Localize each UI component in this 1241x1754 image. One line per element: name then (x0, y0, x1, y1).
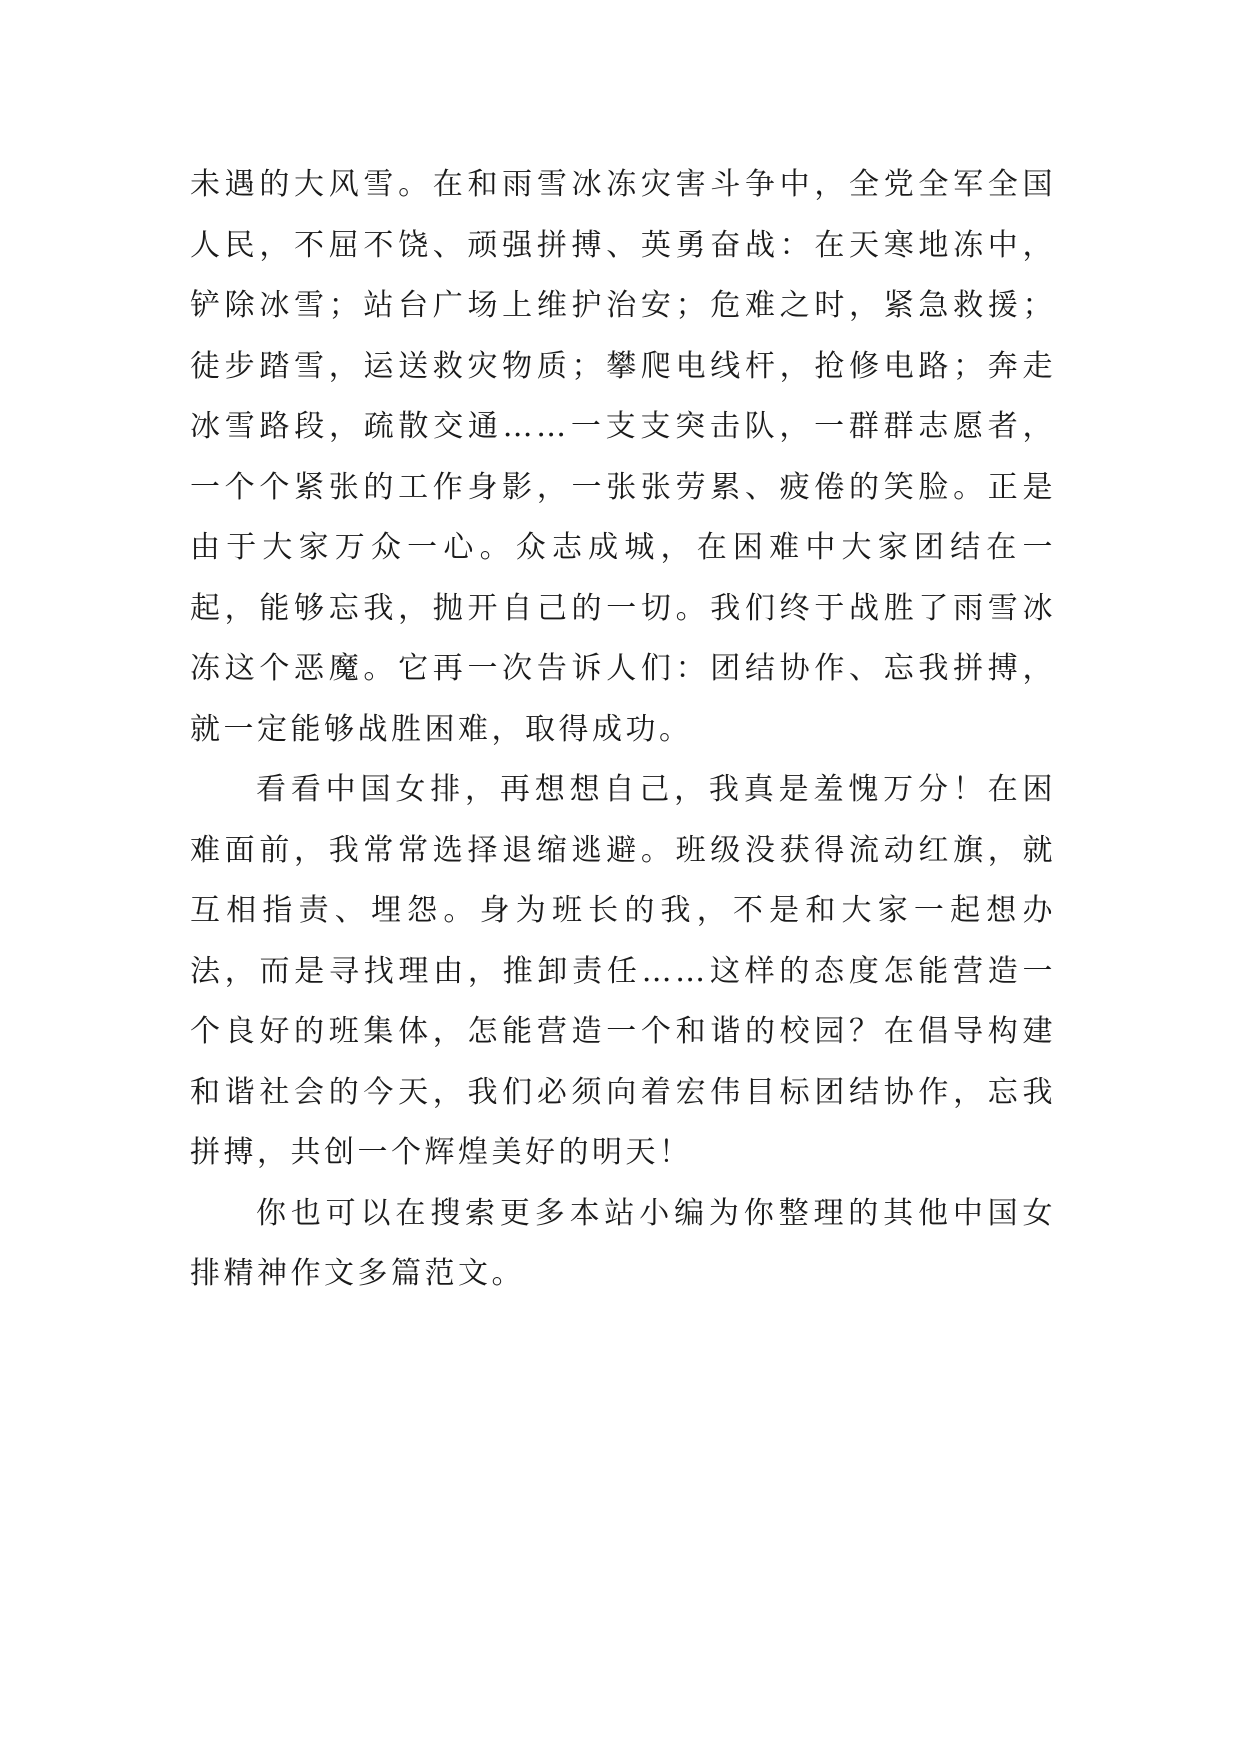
paragraph-continuation: 未遇的大风雪。在和雨雪冰冻灾害斗争中，全党全军全国人民，不屈不饶、顽强拼搏、英勇奋战：在天寒地冻中，铲除冰雪；站台广场上维护治安；危难之时，紧急救援；徒步踏雪，运送救灾物质；攀爬电线杆，抢修电路；奔走冰雪路段，疏散交通……一支支突击队，一群群志愿者，一个个紧张的工作身影，一张张劳累、疲倦的笑脸。正是由于大家万众一心。众志成城，在困难中大家团结在一起，能够忘我，抛开自己的一切。我们终于战胜了雨雪冰冻这个恶魔。它再一次告诉人们：团结协作、忘我拼搏，就一定能够战胜困难，取得成功。 (190, 167, 1056, 747)
paragraph-reflection: 看看中国女排，再想想自己，我真是羞愧万分！在困难面前，我常常选择退缩逃避。班级没获得流动红旗，就互相指责、埋怨。身为班长的我，不是和大家一起想办法，而是寻找理由，推卸责任……这样的态度怎能营造一个良好的班集体，怎能营造一个和谐的校园？在倡导构建和谐社会的今天，我们必须向着宏伟目标团结协作，忘我拼搏，共创一个辉煌美好的明天！ (190, 772, 1056, 1170)
document-body (190, 155, 1056, 1305)
paragraph-closing-note: 你也可以在搜索更多本站小编为你整理的其他中国女排精神作文多篇范文。 (190, 1195, 1056, 1291)
